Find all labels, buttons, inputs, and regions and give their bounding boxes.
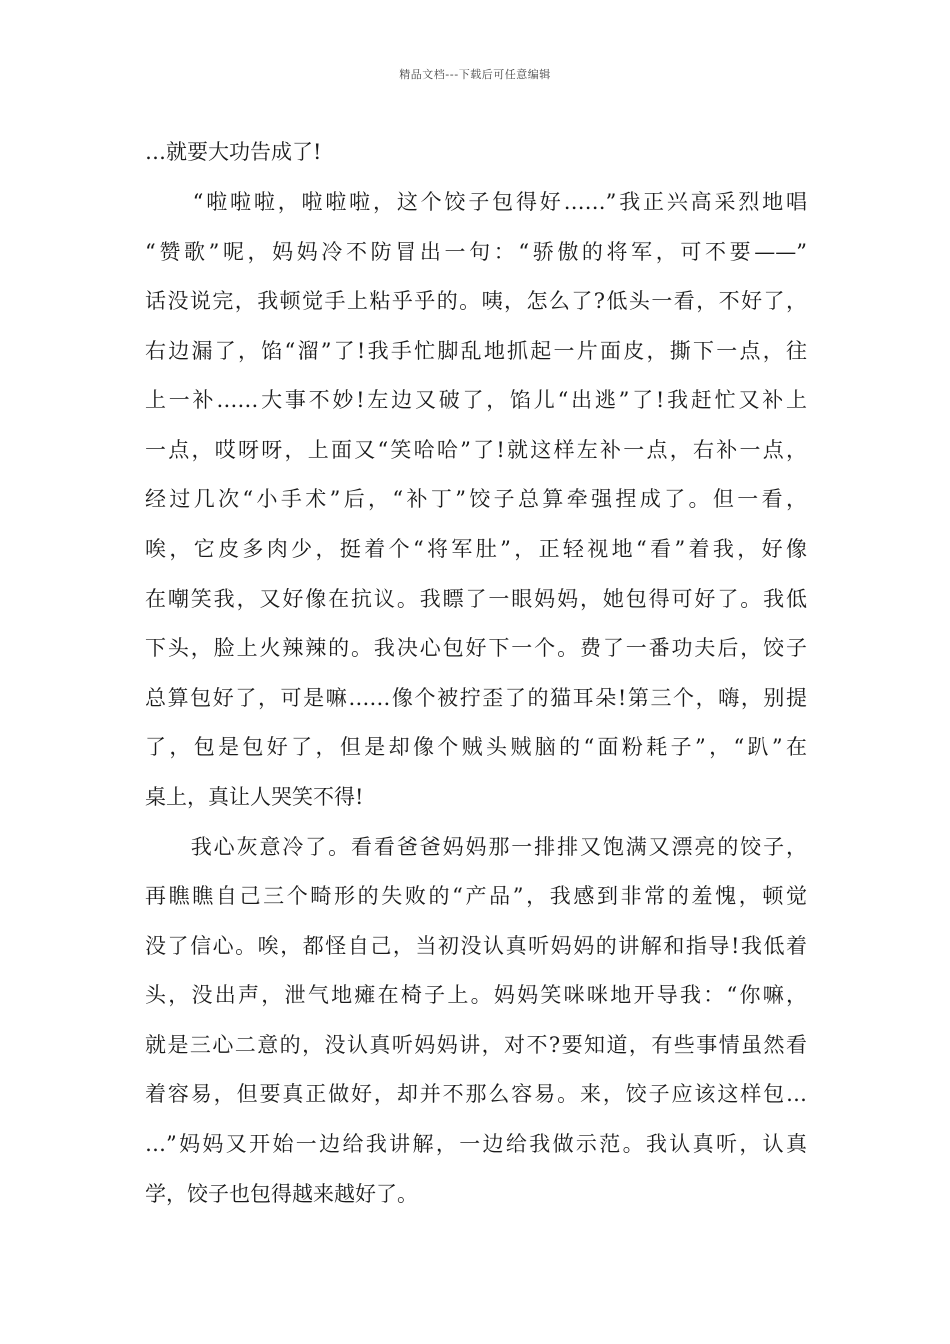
text-line: 一点，哎呀呀，上面又“笑哈哈”了!就这样左补一点，右补一点，	[145, 438, 807, 462]
text-line: 就是三心二意的，没认真听妈妈讲，对不?要知道，有些事情虽然看	[145, 1033, 807, 1057]
text-line: 没了信心。唉，都怪自己，当初没认真听妈妈的讲解和指导!我低着	[145, 934, 807, 958]
text-line: …”妈妈又开始一边给我讲解，一边给我做示范。我认真听，认真	[145, 1132, 807, 1156]
text-line: 上一补……大事不妙!左边又破了，馅儿“出逃”了!我赶忙又补上	[145, 388, 807, 412]
text-line: 话没说完，我顿觉手上粘乎乎的。咦，怎么了?低头一看，不好了，	[145, 289, 807, 313]
text-line: 头，没出声，泄气地瘫在椅子上。妈妈笑咪咪地开导我：“你嘛，	[145, 983, 807, 1007]
text-line: 着容易，但要真正做好，却并不那么容易。来，饺子应该这样包…	[145, 1082, 807, 1106]
text-line: 右边漏了，馅“溜”了!我手忙脚乱地抓起一片面皮，撕下一点，往	[145, 339, 807, 363]
text-line: 桌上，真让人哭笑不得!	[145, 785, 364, 809]
text-line: 经过几次“小手术”后，“补丁”饺子总算牵强捏成了。但一看，	[145, 487, 807, 511]
text-line: 我心灰意冷了。看看爸爸妈妈那一排排又饱满又漂亮的饺子，	[145, 835, 807, 859]
page-header: 精品文档---下载后可任意编辑	[399, 68, 551, 81]
text-line: …就要大功告成了!	[145, 140, 322, 164]
text-line: 在嘲笑我，又好像在抗议。我瞟了一眼妈妈，她包得可好了。我低	[145, 587, 807, 611]
text-line: 再瞧瞧自己三个畸形的失败的“产品”，我感到非常的羞愧，顿觉	[145, 884, 807, 908]
text-line: 唉，它皮多肉少，挺着个“将军肚”，正轻视地“看”着我，好像	[145, 537, 807, 561]
text-line: 学，饺子也包得越来越好了。	[145, 1182, 418, 1206]
text-line: “啦啦啦，啦啦啦，这个饺子包得好……”我正兴高采烈地唱	[145, 190, 807, 214]
text-line: 了，包是包好了，但是却像个贼头贼脑的“面粉耗子”，“趴”在	[145, 735, 807, 759]
text-line: “赞歌”呢，妈妈冷不防冒出一句：“骄傲的将军，可不要——”	[145, 240, 807, 264]
text-line: 下头，脸上火辣辣的。我决心包好下一个。费了一番功夫后，饺子	[145, 636, 807, 660]
text-line: 总算包好了，可是嘛……像个被拧歪了的猫耳朵!第三个，嗨，别提	[145, 686, 807, 710]
